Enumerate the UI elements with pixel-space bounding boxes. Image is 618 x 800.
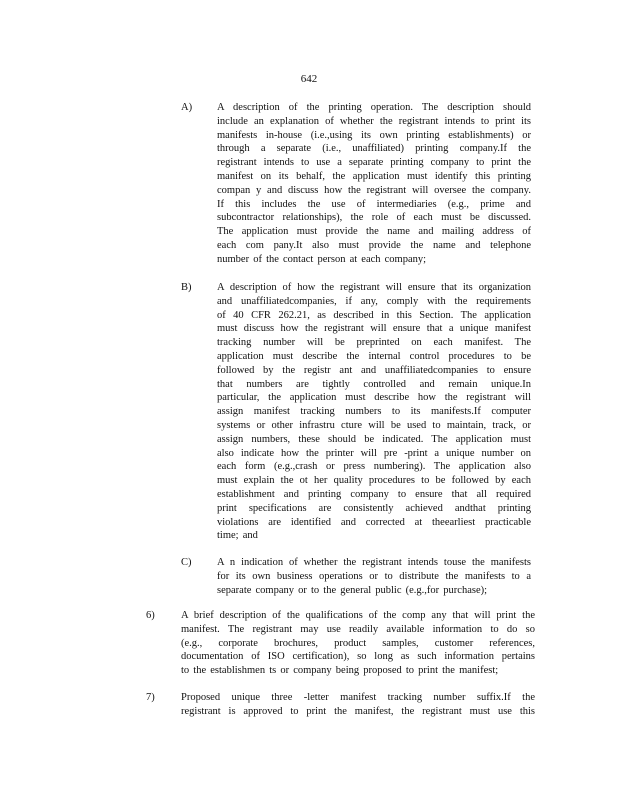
text-line: application must describe the internal control procedures to be bbox=[217, 350, 531, 362]
text-line: time; and bbox=[217, 530, 258, 542]
text-line: particular, the application must describe how the registrant will bbox=[217, 392, 531, 404]
item-marker-6: 6) bbox=[146, 610, 155, 621]
item-text-6 bbox=[181, 609, 535, 678]
text-line: violations are identified and corrected at theearliest practicable bbox=[217, 516, 531, 528]
item-text-b bbox=[217, 281, 531, 543]
text-line: and unaffiliatedcompanies, if any, comply with the requirements bbox=[217, 295, 531, 307]
item-marker-7: 7) bbox=[146, 692, 155, 703]
text-line: Proposed unique three -letter manifest tracking number suffix.If the bbox=[181, 692, 535, 703]
item-marker-a: A) bbox=[181, 102, 193, 113]
text-line: A description of how the registrant will ensure that its organization bbox=[217, 282, 531, 293]
page-number: 642 bbox=[300, 73, 318, 85]
text-line: include an explanation of whether the registrant intends to print its bbox=[217, 115, 531, 127]
item-text-c bbox=[217, 556, 531, 597]
item-marker-c: C) bbox=[181, 557, 192, 568]
text-line: (e.g., corporate brochures, product samples, customer references, bbox=[181, 637, 535, 649]
text-line: number of the contact person at each company; bbox=[217, 253, 427, 265]
text-line: The application must provide the name and mailing address of bbox=[217, 226, 531, 238]
item-text-7 bbox=[181, 691, 535, 719]
text-line: print specifications are consistently achieved andthat printing bbox=[217, 502, 531, 514]
text-line: separate company or to the general public (e.g.,for purchase); bbox=[217, 584, 488, 596]
text-line: A brief description of the qualifications of the comp any that will print the bbox=[181, 610, 535, 621]
text-line: manifest on its behalf, the application must identify this printing bbox=[217, 170, 531, 182]
text-line: also indicate how the printer will pre -print a unique number on bbox=[217, 447, 531, 459]
text-line: assign manifest tracking numbers to its manifests.If computer bbox=[217, 406, 531, 418]
text-line: establishment and printing company to ensure that all required bbox=[217, 488, 531, 500]
text-line: through a separate (i.e., unaffiliated) printing company.If the bbox=[217, 143, 531, 155]
text-line: manifests in-house (i.e.,using its own printing establishments) or bbox=[217, 129, 531, 141]
text-line: documentation of ISO certification), so long as such information pertains bbox=[181, 651, 535, 663]
text-line: manifest. The registrant may use readily available information to do so bbox=[181, 623, 535, 635]
text-line: must explain the ot her quality procedures to be followed by each bbox=[217, 475, 531, 487]
text-line: followed by the registr ant and unaffiliatedcompanies to ensure bbox=[217, 364, 531, 376]
text-line: A description of the printing operation. The description should bbox=[217, 102, 531, 113]
text-line: If this includes the use of intermediaries (e.g., prime and bbox=[217, 198, 531, 210]
text-line: of 40 CFR 262.21, as described in this Section. The application bbox=[217, 309, 531, 321]
text-line: tracking number will be preprinted on each manifest. The bbox=[217, 337, 531, 349]
text-line: systems or other infrastru cture will be used to maintain, track, or bbox=[217, 419, 531, 431]
item-marker-b: B) bbox=[181, 282, 192, 293]
text-line: for its own business operations or to distribute the manifests to a bbox=[217, 570, 531, 582]
text-line: compan y and discuss how the registrant will oversee the company. bbox=[217, 184, 531, 196]
text-line: A n indication of whether the registrant intends touse the manifests bbox=[217, 557, 531, 568]
text-line: to the establishmen ts or company being proposed to print the manifest; bbox=[181, 665, 499, 677]
text-line: must discuss how the registrant will ensure that a unique manifest bbox=[217, 323, 531, 335]
text-line: registrant is approved to print the manifest, the registrant must use this bbox=[181, 705, 535, 717]
item-text-a bbox=[217, 101, 531, 267]
text-line: registrant intends to use a separate printing company to print the bbox=[217, 157, 531, 169]
text-line: subcontractor relationships), the role of each must be discussed. bbox=[217, 212, 531, 224]
text-line: each com pany.It also must provide the name and telephone bbox=[217, 239, 531, 251]
text-line: that numbers are tightly controlled and remain unique.In bbox=[217, 378, 531, 390]
text-line: each form (e.g.,crash or press numbering). The application also bbox=[217, 461, 531, 473]
text-line: assign numbers, these should be indicated. The application must bbox=[217, 433, 531, 445]
